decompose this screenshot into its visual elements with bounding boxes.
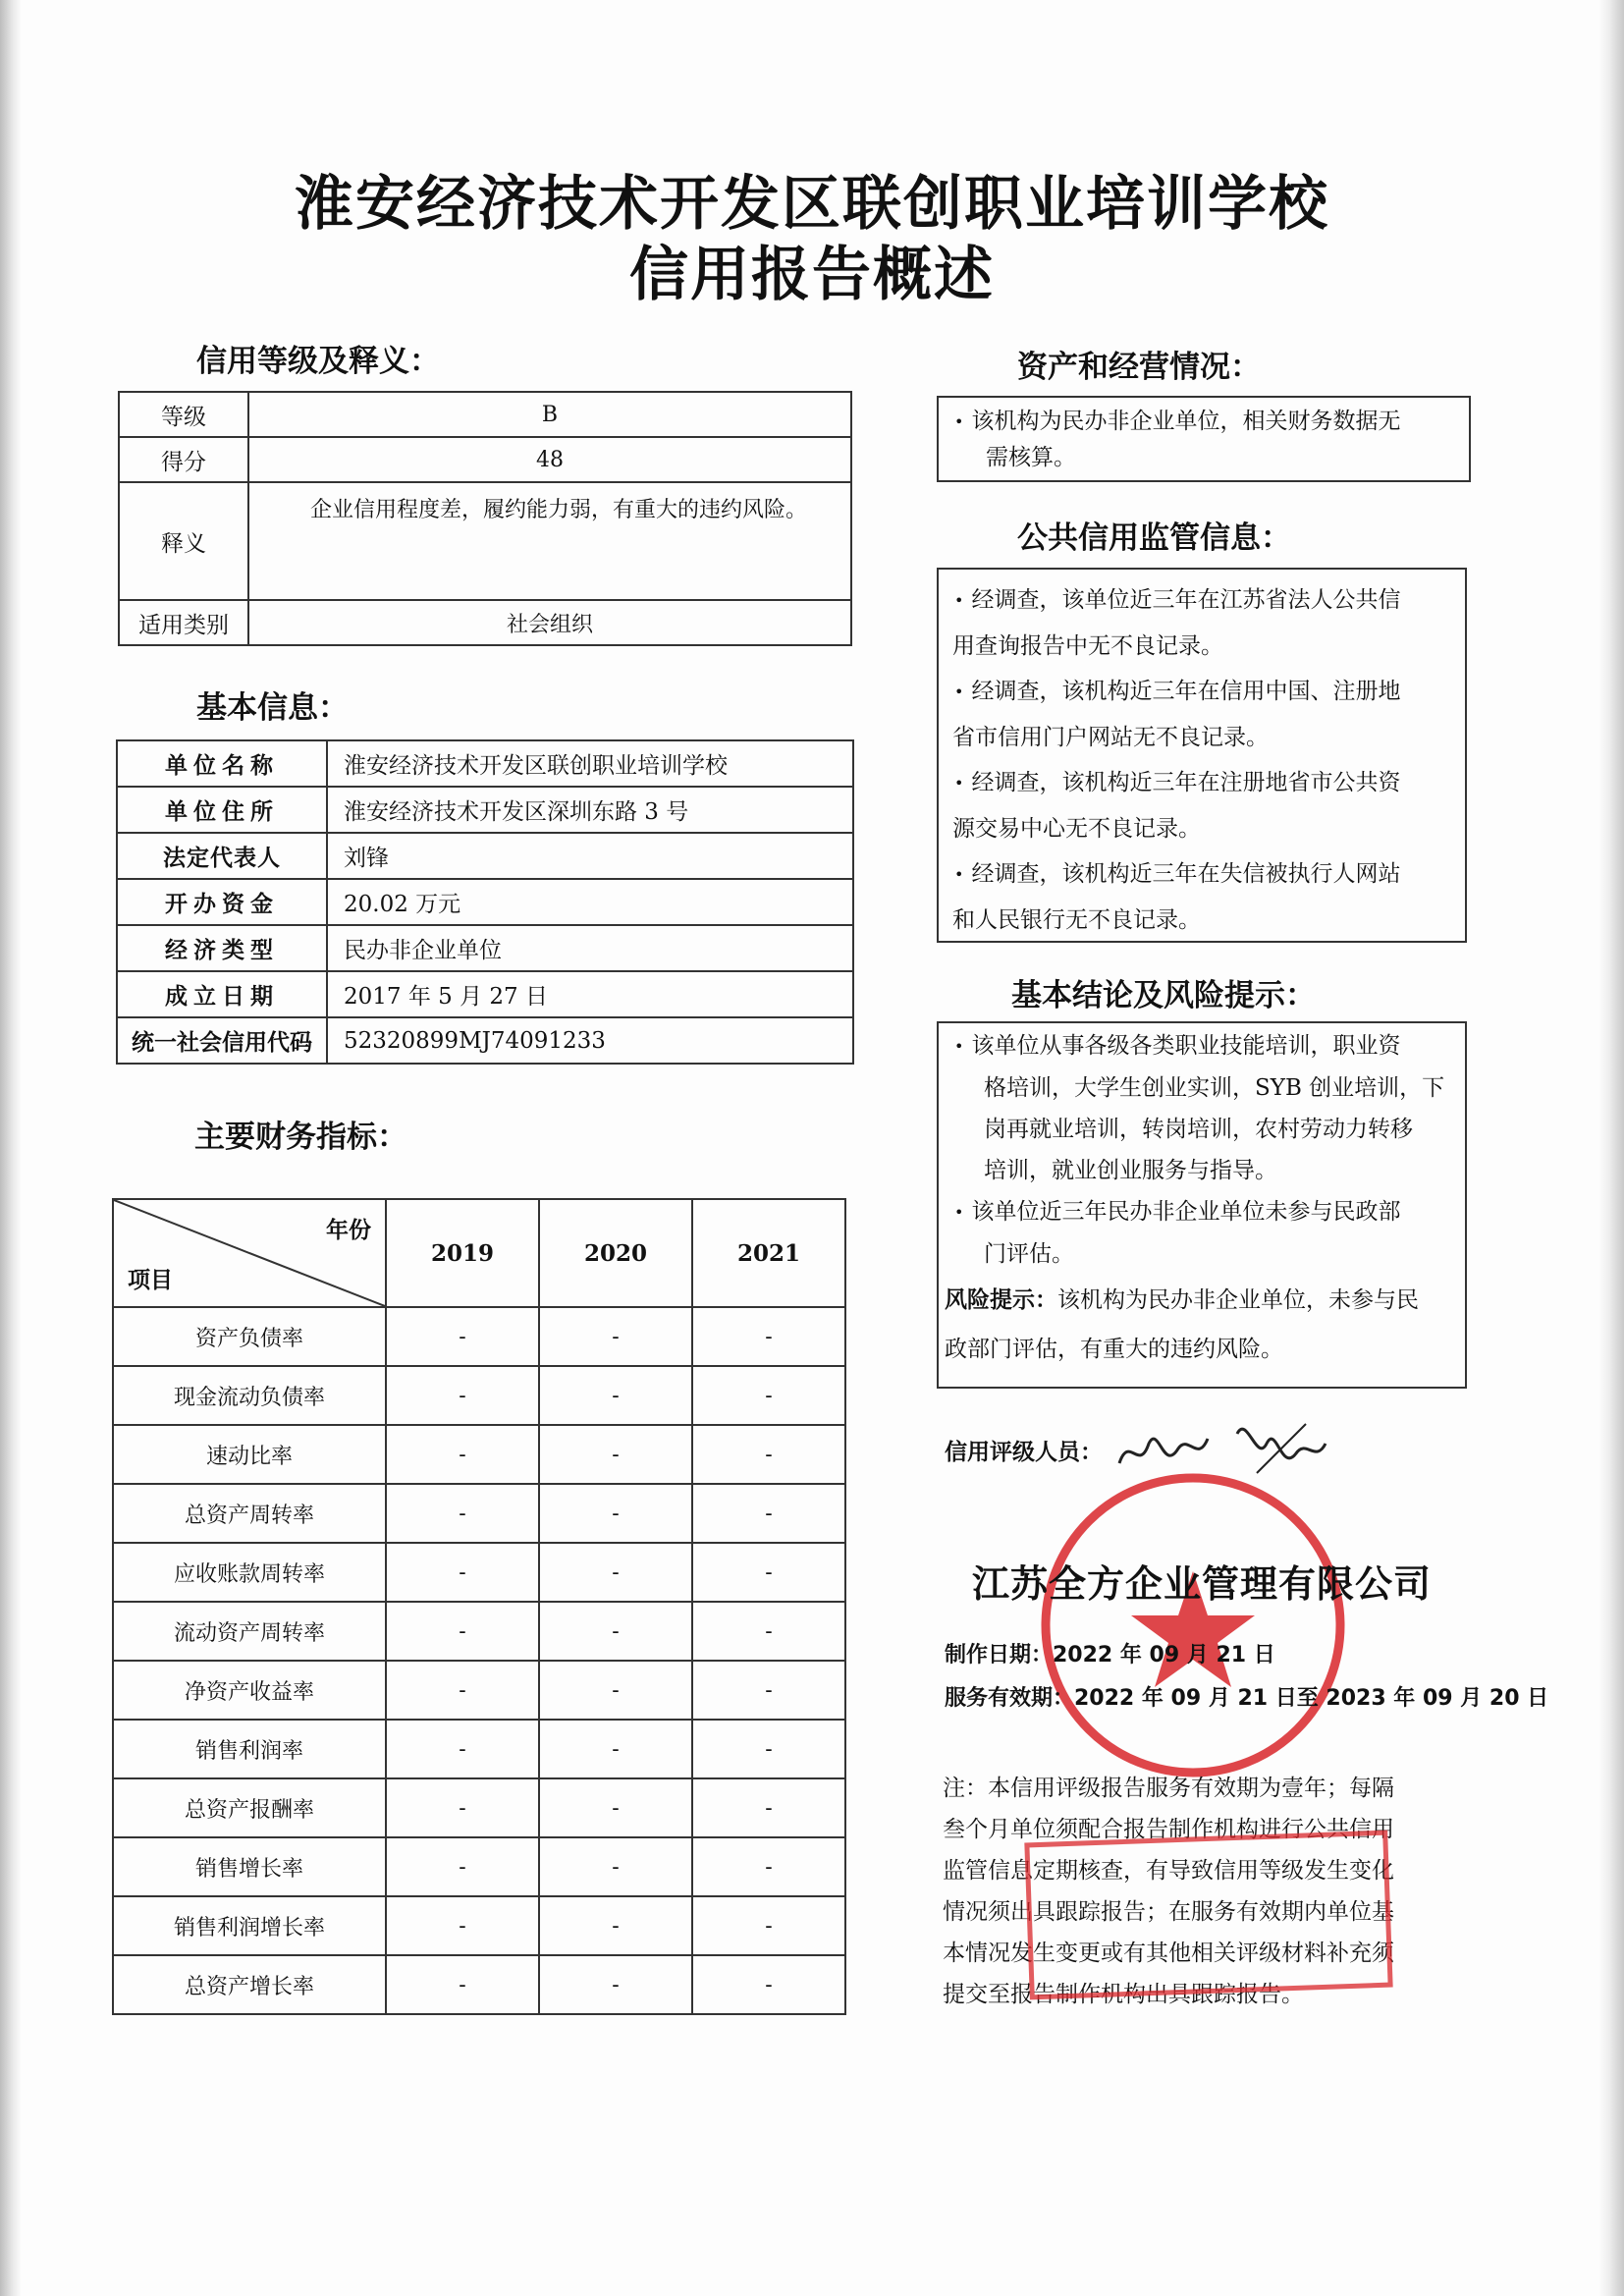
year-header: 2019 xyxy=(386,1199,539,1307)
list-item xyxy=(939,1025,1465,1067)
score-value: 48 xyxy=(248,437,851,482)
finance-metric-name: 销售利润增长率 xyxy=(113,1896,386,1955)
finance-value: - xyxy=(386,1543,539,1602)
table-row xyxy=(119,437,851,482)
table-row xyxy=(113,1307,845,1366)
list-item-text: 经调查，该单位近三年在江苏省法人公共信 xyxy=(971,587,1401,613)
finance-value: - xyxy=(539,1307,692,1366)
finance-value: - xyxy=(539,1778,692,1837)
made-date: 制作日期：2022 年 09 月 21 日 xyxy=(945,1643,1275,1667)
bullet-icon: • xyxy=(954,865,964,884)
basic-heading: 基本信息： xyxy=(196,690,349,726)
finance-value: - xyxy=(539,1484,692,1543)
page-edge-left xyxy=(0,0,22,2296)
finance-table xyxy=(112,1198,846,2015)
econ-type-label: 经济类型 xyxy=(117,925,327,971)
finance-value: - xyxy=(386,1307,539,1366)
note-line: 监管信息定期核查，有导致信用等级发生变化 xyxy=(943,1858,1394,1884)
list-item xyxy=(939,624,1465,669)
rating-table xyxy=(118,391,852,646)
list-item-text: 经调查，该机构近三年在失信被执行人网站 xyxy=(971,861,1401,887)
table-row xyxy=(113,1955,845,2014)
list-item-text: 源交易中心无不良记录。 xyxy=(952,816,1201,842)
table-row xyxy=(119,392,851,437)
finance-value: - xyxy=(539,1661,692,1720)
finance-value: - xyxy=(539,1955,692,2014)
finance-value: - xyxy=(692,1955,845,2014)
bullet-icon: • xyxy=(954,683,964,701)
finance-metric-name: 销售增长率 xyxy=(113,1837,386,1896)
category-label: 适用类别 xyxy=(119,600,248,645)
list-item xyxy=(939,898,1465,943)
table-row xyxy=(117,1017,853,1064)
table-row xyxy=(113,1720,845,1778)
finance-value: - xyxy=(692,1602,845,1661)
public-heading: 公共信用监管信息： xyxy=(1017,520,1291,556)
report-title-line2: 信用报告概述 xyxy=(629,241,995,309)
finance-value: - xyxy=(386,1955,539,2014)
finance-metric-name: 现金流动负债率 xyxy=(113,1366,386,1425)
legal-rep-label: 法定代表人 xyxy=(117,833,327,879)
assets-line1: • 该机构为民办非企业单位，相关财务数据无 xyxy=(954,409,1401,434)
finance-value: - xyxy=(386,1484,539,1543)
rater-label: 信用评级人员： xyxy=(945,1440,1103,1465)
org-address-value: 淮安经济技术开发区深圳东路 3 号 xyxy=(327,787,853,833)
finance-value: - xyxy=(692,1425,845,1484)
valid-period: 服务有效期：2022 年 09 月 21 日至 2023 年 09 月 20 日 xyxy=(945,1686,1549,1711)
list-item-text: 该单位近三年民办非企业单位未参与民政部 xyxy=(971,1199,1401,1225)
table-row xyxy=(113,1425,845,1484)
public-credit-list xyxy=(939,570,1465,943)
list-item xyxy=(939,1150,1465,1191)
table-row xyxy=(113,1837,845,1896)
finance-value: - xyxy=(692,1837,845,1896)
finance-corner-cell xyxy=(113,1199,386,1307)
note-line: 叁个月单位须配合报告制作机构进行公共信用 xyxy=(943,1817,1394,1842)
conclusion-list xyxy=(939,1023,1465,1275)
list-item-text: 培训，就业创业服务与指导。 xyxy=(984,1158,1277,1183)
finance-metric-name: 总资产报酬率 xyxy=(113,1778,386,1837)
risk-line1 xyxy=(939,1275,1465,1326)
note-line: 提交至报告制作机构出具跟踪报告。 xyxy=(943,1982,1304,2007)
score-label: 得分 xyxy=(119,437,248,482)
finance-value: - xyxy=(539,1896,692,1955)
note-line: 本情况发生变更或有其他相关评级材料补充须 xyxy=(943,1941,1394,1966)
list-item xyxy=(939,1191,1465,1233)
org-name-label: 单位名称 xyxy=(117,740,327,787)
finance-value: - xyxy=(386,1661,539,1720)
corner-item-label: 项目 xyxy=(128,1268,173,1293)
list-item xyxy=(939,715,1465,760)
finance-value: - xyxy=(539,1837,692,1896)
table-row xyxy=(113,1484,845,1543)
finance-metric-name: 净资产收益率 xyxy=(113,1661,386,1720)
year-header: 2020 xyxy=(539,1199,692,1307)
report-title-line1: 淮安经济技术开发区联创职业培训学校 xyxy=(295,170,1329,239)
basic-info-table xyxy=(116,739,854,1065)
finance-metric-name: 应收账款周转率 xyxy=(113,1543,386,1602)
table-row xyxy=(119,482,851,600)
table-row xyxy=(117,740,853,787)
finance-value: - xyxy=(692,1484,845,1543)
finance-metric-name: 资产负债率 xyxy=(113,1307,386,1366)
note-line: 注：本信用评级报告服务有效期为壹年；每隔 xyxy=(943,1776,1394,1801)
table-row xyxy=(113,1778,845,1837)
finance-value: - xyxy=(386,1778,539,1837)
page-edge-right xyxy=(1598,0,1624,2296)
finance-value: - xyxy=(539,1425,692,1484)
list-item-text: 该单位从事各级各类职业技能培训，职业资 xyxy=(971,1033,1401,1059)
table-row xyxy=(117,925,853,971)
finance-value: - xyxy=(692,1778,845,1837)
list-item-text: 岗再就业培训，转岗培训，农村劳动力转移 xyxy=(984,1117,1413,1142)
finance-value: - xyxy=(539,1366,692,1425)
finance-metric-name: 速动比率 xyxy=(113,1425,386,1484)
founded-label: 成立日期 xyxy=(117,971,327,1017)
finance-value: - xyxy=(692,1366,845,1425)
finance-value: - xyxy=(386,1602,539,1661)
rating-heading: 信用等级及释义： xyxy=(196,344,440,379)
company-name: 江苏全方企业管理有限公司 xyxy=(972,1562,1433,1606)
assets-box xyxy=(937,396,1471,482)
corner-year-label: 年份 xyxy=(326,1218,371,1243)
list-item xyxy=(939,1109,1465,1150)
assets-text1: 该机构为民办非企业单位，相关财务数据无 xyxy=(971,409,1401,434)
finance-value: - xyxy=(539,1720,692,1778)
finance-value: - xyxy=(539,1602,692,1661)
finance-value: - xyxy=(386,1425,539,1484)
finance-value: - xyxy=(386,1896,539,1955)
table-row xyxy=(113,1602,845,1661)
note-line: 情况须出具跟踪报告；在服务有效期内单位基 xyxy=(943,1899,1394,1925)
company-seal-icon xyxy=(1031,1463,1355,1787)
founded-value: 2017 年 5 月 27 日 xyxy=(327,971,853,1017)
table-row xyxy=(117,971,853,1017)
filing-stamp-icon xyxy=(1024,1831,1392,2000)
finance-value: - xyxy=(692,1720,845,1778)
table-row xyxy=(113,1661,845,1720)
finance-value: - xyxy=(386,1366,539,1425)
finance-metric-name: 总资产周转率 xyxy=(113,1484,386,1543)
year-header: 2021 xyxy=(692,1199,845,1307)
bullet-icon: • xyxy=(954,591,964,610)
meaning-label: 释义 xyxy=(119,482,248,600)
risk-text1: 该机构为民办非企业单位，未参与民 xyxy=(1057,1287,1419,1313)
finance-value: - xyxy=(386,1720,539,1778)
list-item-text: 经调查，该机构近三年在信用中国、注册地 xyxy=(971,679,1401,704)
risk-label: 风险提示： xyxy=(945,1287,1057,1313)
list-item xyxy=(939,851,1465,898)
table-row xyxy=(117,833,853,879)
list-item xyxy=(939,760,1465,806)
finance-value: - xyxy=(692,1543,845,1602)
table-row xyxy=(113,1366,845,1425)
finance-value: - xyxy=(539,1543,692,1602)
public-credit-box xyxy=(937,568,1467,943)
finance-heading: 主要财务指标： xyxy=(194,1120,407,1155)
conclusion-box xyxy=(937,1021,1467,1389)
finance-metric-name: 销售利润率 xyxy=(113,1720,386,1778)
meaning-value: 企业信用程度差，履约能力弱，有重大的违约风险。 xyxy=(248,482,851,600)
risk-line2: 政部门评估，有重大的违约风险。 xyxy=(945,1337,1283,1362)
table-row xyxy=(113,1543,845,1602)
finance-value: - xyxy=(386,1837,539,1896)
list-item xyxy=(939,1233,1465,1275)
list-item xyxy=(939,1067,1465,1109)
assets-line2: 需核算。 xyxy=(986,445,1076,470)
legal-rep-value: 刘锋 xyxy=(327,833,853,879)
org-address-label: 单位住所 xyxy=(117,787,327,833)
org-name-value: 淮安经济技术开发区联创职业培训学校 xyxy=(327,740,853,787)
list-item xyxy=(939,806,1465,851)
finance-metric-name: 流动资产周转率 xyxy=(113,1602,386,1661)
table-row xyxy=(113,1896,845,1955)
credit-code-value: 52320899MJ74091233 xyxy=(327,1017,853,1064)
finance-value: - xyxy=(692,1661,845,1720)
capital-value: 20.02 万元 xyxy=(327,879,853,925)
list-item-text: 和人民银行无不良记录。 xyxy=(952,907,1201,933)
list-item-text: 用查询报告中无不良记录。 xyxy=(952,633,1223,659)
rating-value: B xyxy=(248,392,851,437)
list-item-text: 门评估。 xyxy=(984,1241,1074,1267)
list-item-text: 省市信用门户网站无不良记录。 xyxy=(952,725,1269,750)
conclusion-heading: 基本结论及风险提示： xyxy=(1011,978,1316,1013)
credit-code-label: 统一社会信用代码 xyxy=(117,1017,327,1064)
category-value: 社会组织 xyxy=(248,600,851,645)
table-row xyxy=(117,879,853,925)
list-item xyxy=(939,669,1465,715)
list-item xyxy=(939,577,1465,624)
list-item-text: 经调查，该机构近三年在注册地省市公共资 xyxy=(971,770,1401,795)
table-row xyxy=(117,787,853,833)
table-row xyxy=(113,1199,845,1307)
table-row xyxy=(119,600,851,645)
rating-label: 等级 xyxy=(119,392,248,437)
capital-label: 开办资金 xyxy=(117,879,327,925)
finance-metric-name: 总资产增长率 xyxy=(113,1955,386,2014)
bullet-icon: • xyxy=(954,1203,964,1222)
bullet-icon: • xyxy=(954,1037,964,1056)
finance-value: - xyxy=(692,1896,845,1955)
finance-value: - xyxy=(692,1307,845,1366)
bullet-icon: • xyxy=(954,774,964,793)
econ-type-value: 民办非企业单位 xyxy=(327,925,853,971)
list-item-text: 格培训，大学生创业实训，SYB 创业培训，下 xyxy=(984,1075,1445,1101)
assets-heading: 资产和经营情况： xyxy=(1017,350,1261,385)
